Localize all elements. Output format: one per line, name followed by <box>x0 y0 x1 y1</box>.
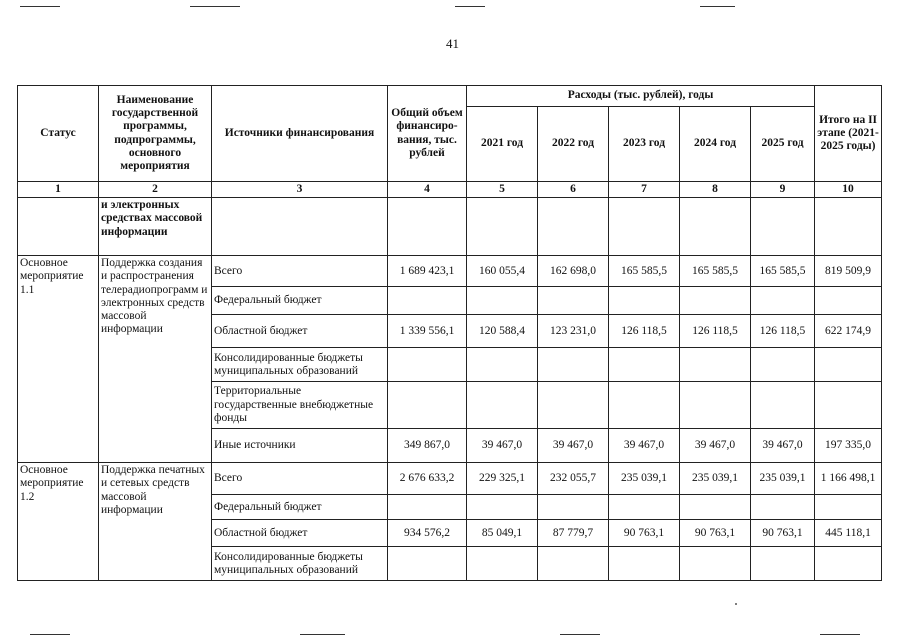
header-year-2021: 2021 год <box>467 107 538 182</box>
scan-edge-mark <box>300 634 345 635</box>
stage-value <box>815 547 882 581</box>
column-index: 1 <box>18 182 99 198</box>
continuation-status-cell <box>18 198 99 256</box>
year-value <box>751 287 815 315</box>
total-value: 1 339 556,1 <box>388 315 467 348</box>
year-value: 85 049,1 <box>467 520 538 547</box>
measure-status: Основное мероприятие 1.2 <box>18 463 99 581</box>
empty-cell <box>538 198 609 256</box>
source-label: Всего <box>212 463 388 495</box>
year-value: 39 467,0 <box>467 429 538 463</box>
total-value <box>388 348 467 382</box>
total-value: 1 689 423,1 <box>388 256 467 287</box>
scan-edge-mark <box>560 634 600 635</box>
continuation-name: и электронных средствах массовой информации <box>99 198 212 256</box>
header-year-2025: 2025 год <box>751 107 815 182</box>
year-value: 39 467,0 <box>609 429 680 463</box>
scan-dot <box>735 603 737 605</box>
empty-cell <box>751 198 815 256</box>
year-value: 235 039,1 <box>751 463 815 495</box>
stage-value <box>815 382 882 429</box>
source-label: Областной бюджет <box>212 315 388 348</box>
year-value: 165 585,5 <box>751 256 815 287</box>
year-value <box>538 287 609 315</box>
total-value <box>388 547 467 581</box>
empty-cell <box>609 198 680 256</box>
year-value <box>609 382 680 429</box>
column-index: 6 <box>538 182 609 198</box>
header-status: Статус <box>18 86 99 182</box>
header-total-volume: Общий объем финансиро-вания, тыс. рублей <box>388 86 467 182</box>
year-value <box>538 348 609 382</box>
year-value: 165 585,5 <box>680 256 751 287</box>
year-value: 90 763,1 <box>609 520 680 547</box>
year-value: 162 698,0 <box>538 256 609 287</box>
scan-edge-mark <box>700 6 735 7</box>
year-value: 160 055,4 <box>467 256 538 287</box>
source-label: Областной бюджет <box>212 520 388 547</box>
budget-table <box>17 85 882 581</box>
year-value: 39 467,0 <box>680 429 751 463</box>
stage-value: 1 166 498,1 <box>815 463 882 495</box>
stage-value <box>815 495 882 520</box>
source-label: Федеральный бюджет <box>212 287 388 315</box>
source-label: Всего <box>212 256 388 287</box>
year-value: 39 467,0 <box>538 429 609 463</box>
year-value <box>680 348 751 382</box>
page-number: 41 <box>446 36 459 51</box>
header-year-2023: 2023 год <box>609 107 680 182</box>
empty-cell <box>815 198 882 256</box>
source-label: Иные источники <box>212 429 388 463</box>
year-value: 165 585,5 <box>609 256 680 287</box>
year-value <box>609 287 680 315</box>
scan-edge-mark <box>190 6 240 7</box>
source-label: Территориальные государственные внебюджетные фонды <box>212 382 388 429</box>
column-index: 5 <box>467 182 538 198</box>
year-value <box>467 547 538 581</box>
stage-value: 622 174,9 <box>815 315 882 348</box>
measure-name: Поддержка печатных и сетевых средств массовой информации <box>99 463 212 581</box>
year-value <box>751 348 815 382</box>
header-year-2022: 2022 год <box>538 107 609 182</box>
total-value: 2 676 633,2 <box>388 463 467 495</box>
year-value <box>609 547 680 581</box>
column-index: 3 <box>212 182 388 198</box>
year-value <box>467 495 538 520</box>
header-name: Наименование государственной программы, подпрограммы, основного мероприятия <box>99 86 212 182</box>
year-value <box>538 547 609 581</box>
year-value: 90 763,1 <box>751 520 815 547</box>
column-index: 9 <box>751 182 815 198</box>
year-value <box>680 287 751 315</box>
header-sources: Источники финансирования <box>212 86 388 182</box>
column-index: 10 <box>815 182 882 198</box>
year-value: 126 118,5 <box>751 315 815 348</box>
stage-value <box>815 287 882 315</box>
year-value: 232 055,7 <box>538 463 609 495</box>
year-value <box>751 547 815 581</box>
empty-cell <box>467 198 538 256</box>
total-value: 349 867,0 <box>388 429 467 463</box>
column-index: 8 <box>680 182 751 198</box>
year-value <box>609 495 680 520</box>
stage-value: 819 509,9 <box>815 256 882 287</box>
header-expenses: Расходы (тыс. рублей), годы <box>467 86 815 107</box>
year-value <box>680 547 751 581</box>
total-value <box>388 495 467 520</box>
source-label: Консолидированные бюджеты муниципальных образований <box>212 547 388 581</box>
year-value: 229 325,1 <box>467 463 538 495</box>
year-value <box>538 495 609 520</box>
scan-edge-mark <box>820 634 860 635</box>
scan-edge-mark <box>30 634 70 635</box>
total-value: 934 576,2 <box>388 520 467 547</box>
year-value: 87 779,7 <box>538 520 609 547</box>
measure-name: Поддержка создания и распространения телерадиопрограмм и электронных средств массовой информации <box>99 256 212 463</box>
column-index: 2 <box>99 182 212 198</box>
year-value: 235 039,1 <box>680 463 751 495</box>
header-total-stage: Итого на II этапе (2021-2025 годы) <box>815 86 882 182</box>
year-value: 126 118,5 <box>609 315 680 348</box>
year-value: 39 467,0 <box>751 429 815 463</box>
stage-value: 197 335,0 <box>815 429 882 463</box>
year-value: 123 231,0 <box>538 315 609 348</box>
year-value <box>751 495 815 520</box>
year-value: 126 118,5 <box>680 315 751 348</box>
year-value <box>609 348 680 382</box>
source-label: Консолидированные бюджеты муниципальных образований <box>212 348 388 382</box>
year-value: 120 588,4 <box>467 315 538 348</box>
empty-cell <box>212 198 388 256</box>
scan-edge-mark <box>455 6 485 7</box>
source-label: Федеральный бюджет <box>212 495 388 520</box>
total-value <box>388 287 467 315</box>
stage-value <box>815 348 882 382</box>
year-value <box>467 348 538 382</box>
year-value <box>538 382 609 429</box>
column-index: 4 <box>388 182 467 198</box>
column-index: 7 <box>609 182 680 198</box>
year-value: 235 039,1 <box>609 463 680 495</box>
year-value <box>467 382 538 429</box>
empty-cell <box>388 198 467 256</box>
measure-status: Основное мероприятие 1.1 <box>18 256 99 463</box>
year-value <box>680 495 751 520</box>
year-value: 90 763,1 <box>680 520 751 547</box>
total-value <box>388 382 467 429</box>
header-year-2024: 2024 год <box>680 107 751 182</box>
scan-edge-mark <box>20 6 60 7</box>
stage-value: 445 118,1 <box>815 520 882 547</box>
empty-cell <box>680 198 751 256</box>
year-value <box>751 382 815 429</box>
year-value <box>467 287 538 315</box>
year-value <box>680 382 751 429</box>
